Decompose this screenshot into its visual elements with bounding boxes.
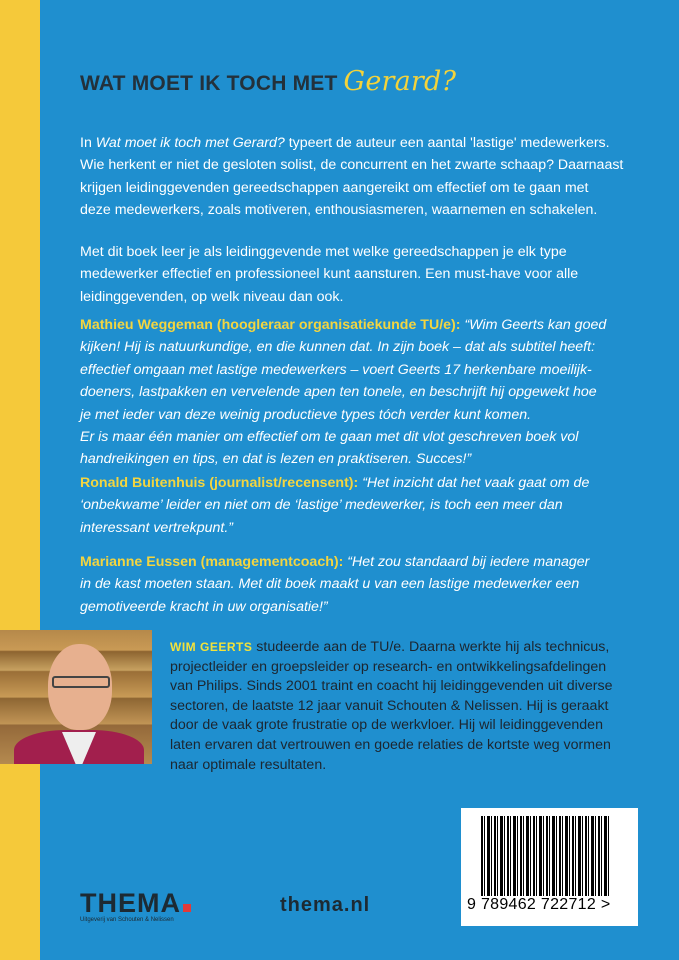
author-bio	[170, 638, 612, 775]
intro-line: deze medewerkers, zoals motiveren, enthousiasmeren, waarnemen en schakelen.	[80, 202, 598, 219]
bio-line: sectoren, de laatste 12 jaar vanuit Schouten & Nelissen. Hij is geraakt	[170, 697, 609, 714]
quote-author: Marianne Eussen (managementcoach):	[80, 554, 344, 570]
intro-book-title: Wat moet ik toch met Gerard?	[95, 135, 285, 151]
isbn-number: 9 789462 722712 >	[467, 896, 611, 913]
quote-line: gemotiveerde kracht in uw organisatie!”	[80, 598, 328, 615]
isbn-barcode	[461, 808, 638, 926]
bio-line: van Philips. Sinds 2001 traint en coacht hij leidinggevenden uit diverse	[170, 678, 613, 695]
quote-author: Mathieu Weggeman (hoogleraar organisatiekunde TU/e):	[80, 317, 461, 333]
quote-line: effectief omgaan met lastige medewerkers – voert Geerts 17 herkenbare moeilijk-	[80, 361, 592, 378]
quote-line: ‘onbekwame’ leider en niet om de ‘lastige’ medewerker, is toch een meer dan	[80, 497, 563, 514]
intro-line: Wie herkent er niet de gesloten solist, de concurrent en het zwarte schaap? Daarnaast	[80, 157, 624, 174]
quote-line: in de kast moeten staan. Met dit boek maakt u van een lastige medewerker een	[80, 576, 580, 593]
bio-line: naar optimale resultaten.	[170, 756, 327, 773]
intro-paragraph	[80, 132, 623, 222]
quote-buitenhuis	[80, 472, 589, 539]
publisher-website: thema.nl	[280, 894, 371, 916]
quote-line: doeners, lastpakken en vervelende apen ten tonele, en beschrijft hij opgewekt hoe	[80, 384, 597, 401]
quote-line: kijken! Hij is natuurkundige, en die kunnen dat. In zijn boek – dat als subtitel heeft:	[80, 339, 596, 356]
intro-line: krijgen leidinggevenden gereedschappen aangereikt om effectief om te gaan met	[80, 179, 589, 196]
bio-text: studeerde aan de TU/e. Daarna werkte hij als technicus,	[252, 639, 610, 655]
intro-text: In	[80, 135, 96, 151]
quote-weggeman	[80, 314, 606, 471]
intro-text: typeert de auteur een aantal 'lastige' medewerkers.	[284, 135, 610, 151]
quote-author: Ronald Buitenhuis (journalist/recensent):	[80, 475, 359, 491]
quote-eussen	[80, 551, 589, 618]
publisher-logo	[80, 888, 191, 923]
quote-line: interessant vertrekpunt.”	[80, 519, 233, 536]
logo-red-square	[183, 904, 191, 912]
bio-line: laten ervaren dat vertrouwen en goede relaties de kortste weg vormen	[170, 736, 611, 753]
title-script-gerard: Gerard?	[343, 66, 457, 97]
author-name: WIM GEERTS	[170, 640, 253, 654]
author-photo	[0, 630, 152, 764]
quote-text: “Wim Geerts kan goed	[460, 317, 607, 333]
bio-line: door de vaak grote frustratie op de werkvloer. Hij wil leidinggevenden	[170, 717, 603, 734]
quote-line: Er is maar één manier om effectief om te gaan met dit vlot geschreven boek vol	[80, 428, 579, 445]
barcode-bars	[481, 816, 609, 896]
paragraph-line: medewerker effectief en professioneel kunt aansturen. Een must-have voor alle	[80, 266, 579, 283]
bio-line: projectleider en groepsleider op research- en ontwikkelingsafdelingen	[170, 658, 607, 675]
book-title	[80, 66, 456, 97]
quote-text: “Het inzicht dat het vaak gaat om de	[358, 475, 590, 491]
logo-tagline: Uitgeverij van Schouten & Nelissen	[80, 917, 174, 923]
title-prefix: WAT MOET IK TOCH MET	[80, 72, 338, 95]
yellow-spine-strip	[0, 0, 40, 960]
quote-text: “Het zou standaard bij iedere manager	[343, 554, 590, 570]
paragraph-line: Met dit boek leer je als leidinggevende met welke gereedschappen je elk type	[80, 244, 567, 260]
second-paragraph	[80, 241, 578, 308]
logo-text: THEMA	[80, 888, 181, 918]
quote-line: je met ieder van deze weinig productieve types tóch verder kunt komen.	[80, 406, 532, 423]
quote-line: handreikingen en tips, en dat is lezen en praktiseren. Succes!”	[80, 451, 472, 468]
paragraph-line: leidinggevenden, op welk niveau dan ook.	[80, 288, 344, 305]
